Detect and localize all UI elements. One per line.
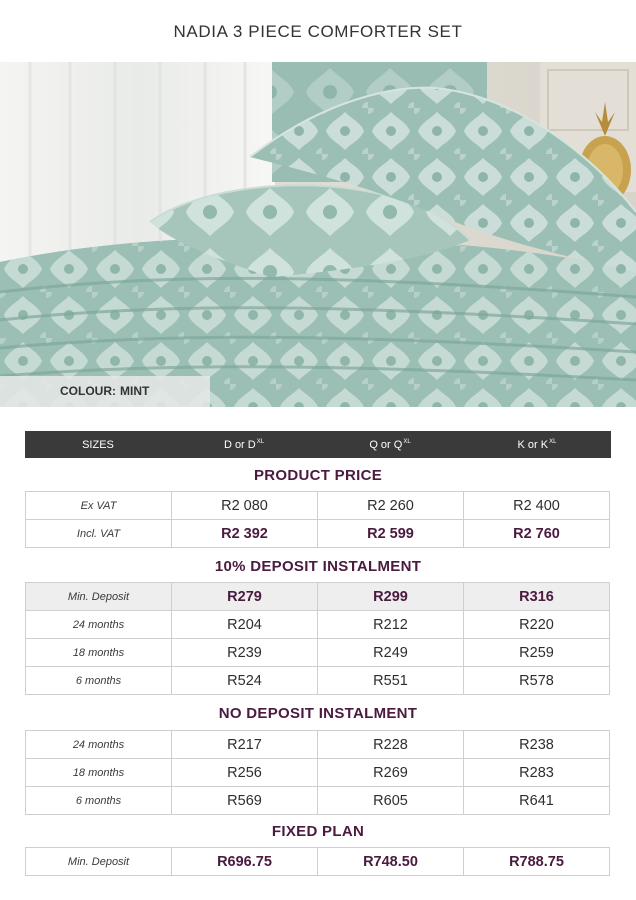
header-size-double: [171, 431, 317, 458]
price-cell: R788.75: [463, 847, 610, 876]
price-cell: R569: [171, 786, 318, 815]
price-cell: R2 392: [171, 519, 318, 548]
header-size-king-text: K or K: [517, 438, 549, 451]
price-cell: R551: [317, 666, 464, 695]
table-row: [25, 730, 611, 758]
sizes-header: [25, 431, 611, 458]
header-size-king: [463, 431, 611, 458]
row-label: 6 months: [25, 666, 172, 695]
table-row: [25, 582, 611, 610]
price-cell: R269: [317, 758, 464, 787]
section-title-fixed-plan: FIXED PLAN: [271, 823, 365, 840]
price-cell: R256: [171, 758, 318, 787]
price-cell: R578: [463, 666, 610, 695]
price-cell: R748.50: [317, 847, 464, 876]
table-row: [25, 758, 611, 786]
price-cell: R524: [171, 666, 318, 695]
header-size-double-sup: XL: [256, 438, 265, 445]
section-title-no-deposit-instalment: NO DEPOSIT INSTALMENT: [218, 705, 418, 722]
price-cell: R2 260: [317, 491, 464, 520]
price-cell: R316: [463, 582, 610, 611]
row-label: Min. Deposit: [25, 847, 172, 876]
row-label: Ex VAT: [25, 491, 172, 520]
header-size-king-sup: XL: [549, 438, 557, 445]
page-title: NADIA 3 PIECE COMFORTER SET: [173, 22, 463, 41]
price-cell: R605: [317, 786, 464, 815]
fixed-plan-table: [25, 847, 611, 875]
price-cell: R696.75: [171, 847, 318, 876]
section-title-product-price: PRODUCT PRICE: [253, 467, 383, 484]
row-label: 24 months: [25, 730, 172, 759]
price-cell: R212: [317, 610, 464, 639]
price-cell: R259: [463, 638, 610, 667]
header-size-double-text: D or D: [223, 438, 256, 451]
table-row: [25, 666, 611, 694]
row-label: Min. Deposit: [25, 582, 172, 611]
price-cell: R279: [171, 582, 318, 611]
row-label: 18 months: [25, 638, 172, 667]
price-cell: R2 400: [463, 491, 610, 520]
product-photo: [0, 62, 636, 407]
table-row: [25, 519, 611, 547]
header-sizes: SIZES: [82, 438, 114, 451]
price-cell: R2 760: [463, 519, 610, 548]
row-label: 6 months: [25, 786, 172, 815]
price-cell: R228: [317, 730, 464, 759]
no-deposit-instalment-table: [25, 730, 611, 814]
row-label: 18 months: [25, 758, 172, 787]
row-label: 24 months: [25, 610, 172, 639]
table-row: [25, 847, 611, 875]
section-title-deposit-instalment: 10% DEPOSIT INSTALMENT: [214, 558, 422, 575]
price-cell: R249: [317, 638, 464, 667]
colour-value: MINT: [120, 384, 150, 398]
comforter-illustration: [0, 62, 636, 407]
header-size-queen-sup: XL: [403, 438, 411, 445]
price-cell: R217: [171, 730, 318, 759]
price-cell: R2 080: [171, 491, 318, 520]
product-price-table: [25, 491, 611, 547]
table-row: [25, 638, 611, 666]
table-row: [25, 610, 611, 638]
header-size-queen-text: Q or Q: [369, 438, 403, 451]
price-cell: R204: [171, 610, 318, 639]
price-cell: R2 599: [317, 519, 464, 548]
table-row: [25, 786, 611, 814]
price-cell: R299: [317, 582, 464, 611]
deposit-instalment-table: [25, 582, 611, 694]
row-label: Incl. VAT: [25, 519, 172, 548]
header-size-queen: [317, 431, 463, 458]
price-cell: R238: [463, 730, 610, 759]
price-cell: R239: [171, 638, 318, 667]
price-cell: R220: [463, 610, 610, 639]
price-cell: R641: [463, 786, 610, 815]
colour-caption: COLOUR:: [60, 384, 116, 398]
price-cell: R283: [463, 758, 610, 787]
colour-label: [0, 376, 210, 407]
table-row: [25, 491, 611, 519]
